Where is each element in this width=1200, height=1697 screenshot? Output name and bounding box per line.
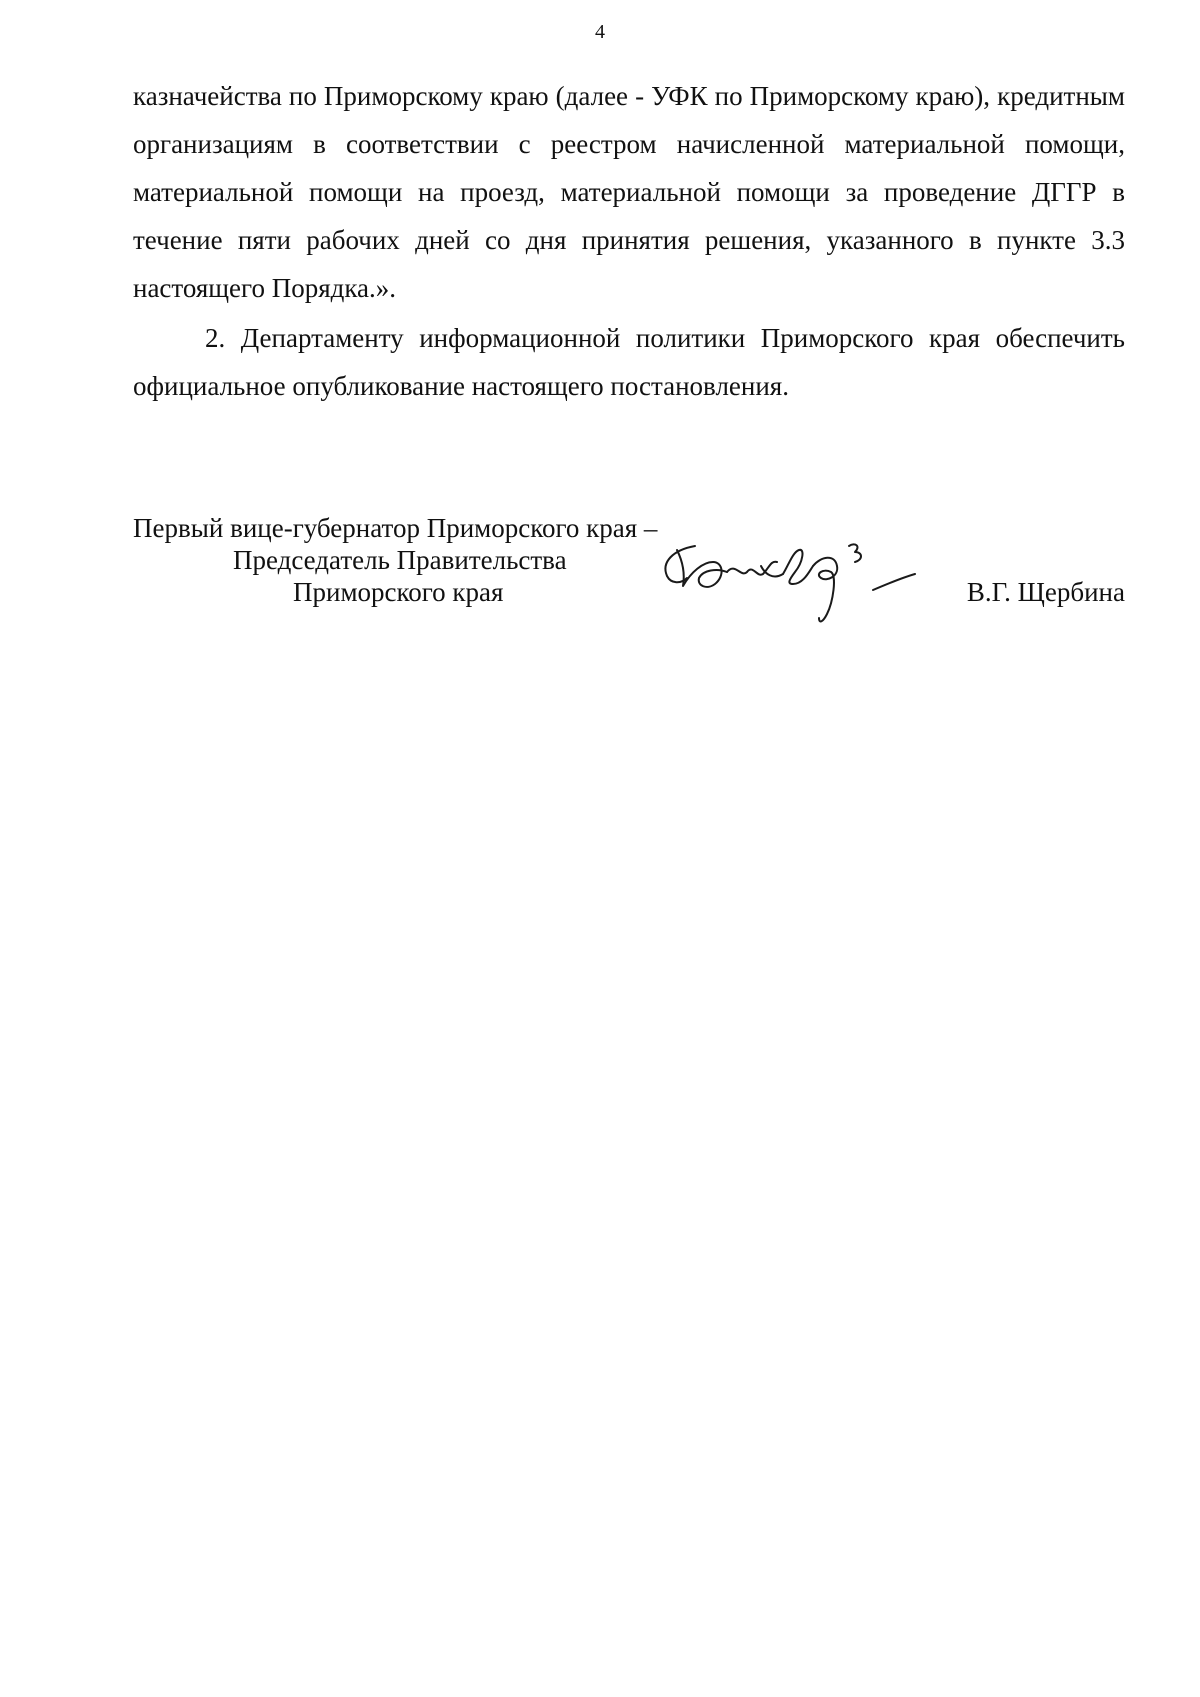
signer-title-line1: Первый вице-губернатор Приморского края – [133, 513, 658, 543]
signature-block [133, 512, 1125, 622]
signer-title-line3: Приморского края [293, 577, 504, 607]
document-body [133, 72, 1125, 410]
handwritten-signature-icon [643, 532, 933, 642]
paragraph-continuation: казначейства по Приморскому краю (далее - УФК по Приморскому краю), кредитным организациям в соответствии с реестром начисленной материальной помощи, материальной помощи на проезд, материальной помощи за проведение ДГГР в течение пяти рабочих дней со дня принятия решения, указанного в пункте 3.3 настоящего Порядка.». [133, 81, 1125, 303]
signer-name: В.Г. Щербина [966, 577, 1125, 607]
signer-title-line2: Председатель Правительства [233, 545, 567, 575]
page-number: 4 [595, 21, 605, 43]
paragraph-item-2: 2. Департаменту информационной политики Приморского края обеспечить официальное опубликование настоящего постановления. [133, 323, 1125, 401]
